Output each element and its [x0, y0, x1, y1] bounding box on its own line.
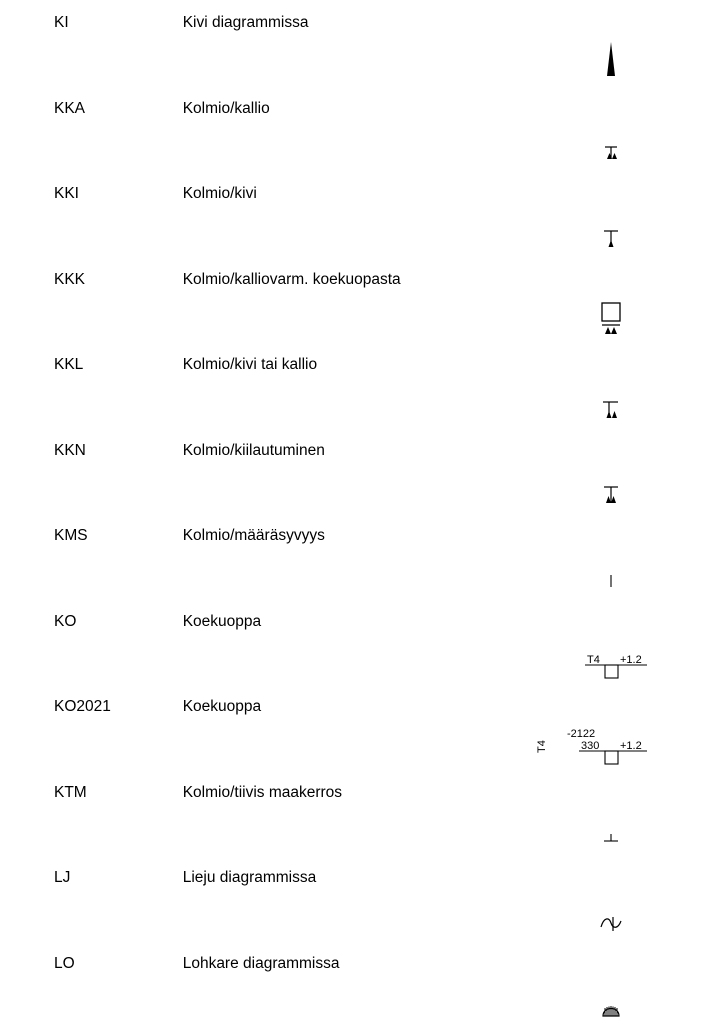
symbol-cell: [538, 428, 720, 514]
table-row: [0, 855, 720, 941]
table-row: [0, 0, 720, 86]
symbol-cell: [538, 0, 720, 86]
symbol-description: Kolmio/määräsyvyys: [182, 513, 538, 599]
triangle-stone-icon: [539, 193, 719, 253]
symbol-label: T4: [536, 740, 548, 753]
symbol-code: KMS: [0, 513, 182, 599]
table-row: [0, 599, 720, 685]
triangle-dense-soil-icon: [539, 791, 719, 851]
triangle-set-depth-icon: [539, 535, 719, 595]
symbol-description: Kivi diagrammissa: [182, 0, 538, 86]
symbol-description: Kolmio/kallio: [182, 86, 538, 172]
table-row: [0, 513, 720, 599]
symbol-cell: [538, 257, 720, 343]
symbol-code: KO: [0, 599, 182, 685]
test-pit-2021-icon: [539, 706, 719, 766]
symbol-code: KKK: [0, 257, 182, 343]
table-row: [0, 342, 720, 428]
gyttja-in-diagram-icon: [539, 877, 719, 937]
symbol-cell: [538, 599, 720, 685]
symbol-cell: [538, 770, 720, 856]
symbol-description: Koekuoppa: [182, 684, 538, 770]
symbol-code: KTM: [0, 770, 182, 856]
triangle-stone-or-bedrock-icon: [539, 364, 719, 424]
symbol-description: Kolmio/kiilautuminen: [182, 428, 538, 514]
triangle-bedrock-icon: [539, 107, 719, 167]
triangle-wedging-icon: [539, 449, 719, 509]
table-row: [0, 428, 720, 514]
table-row: [0, 86, 720, 172]
symbol-description: Kolmio/kivi tai kallio: [182, 342, 538, 428]
symbol-cell: [538, 86, 720, 172]
symbol-description: Lohkare diagrammissa: [182, 941, 538, 1026]
symbol-code: KI: [0, 0, 182, 86]
symbol-cell: [538, 855, 720, 941]
symbol-cell: [538, 171, 720, 257]
triangle-bedrock-pit-icon: [539, 278, 719, 338]
symbol-code: LO: [0, 941, 182, 1026]
symbol-description: Kolmio/kivi: [182, 171, 538, 257]
symbol-code: KKI: [0, 171, 182, 257]
symbol-code: LJ: [0, 855, 182, 941]
symbol-label: -2122: [567, 728, 595, 740]
symbol-code: KKN: [0, 428, 182, 514]
table-row: [0, 941, 720, 1026]
symbol-label: T4: [587, 654, 600, 666]
table-row: [0, 257, 720, 343]
table-row: [0, 770, 720, 856]
symbol-cell: [538, 941, 720, 1026]
symbol-code: KKL: [0, 342, 182, 428]
symbol-code: KO2021: [0, 684, 182, 770]
boulder-in-diagram-icon: [539, 962, 719, 1022]
symbol-description: Kolmio/tiivis maakerros: [182, 770, 538, 856]
symbol-description: Lieju diagrammissa: [182, 855, 538, 941]
symbol-code: KKA: [0, 86, 182, 172]
stone-in-diagram-icon: [539, 22, 719, 82]
symbol-cell: [538, 342, 720, 428]
symbol-label: +1.2: [620, 740, 642, 752]
symbol-cell: [538, 684, 720, 770]
symbol-description: Kolmio/kalliovarm. koekuopasta: [182, 257, 538, 343]
symbol-cell: [538, 513, 720, 599]
symbol-label: 330: [581, 740, 599, 752]
symbol-description: Koekuoppa: [182, 599, 538, 685]
table-row: [0, 171, 720, 257]
table-row: [0, 684, 720, 770]
symbol-label: +1.2: [620, 654, 642, 666]
test-pit-icon: [539, 620, 719, 680]
